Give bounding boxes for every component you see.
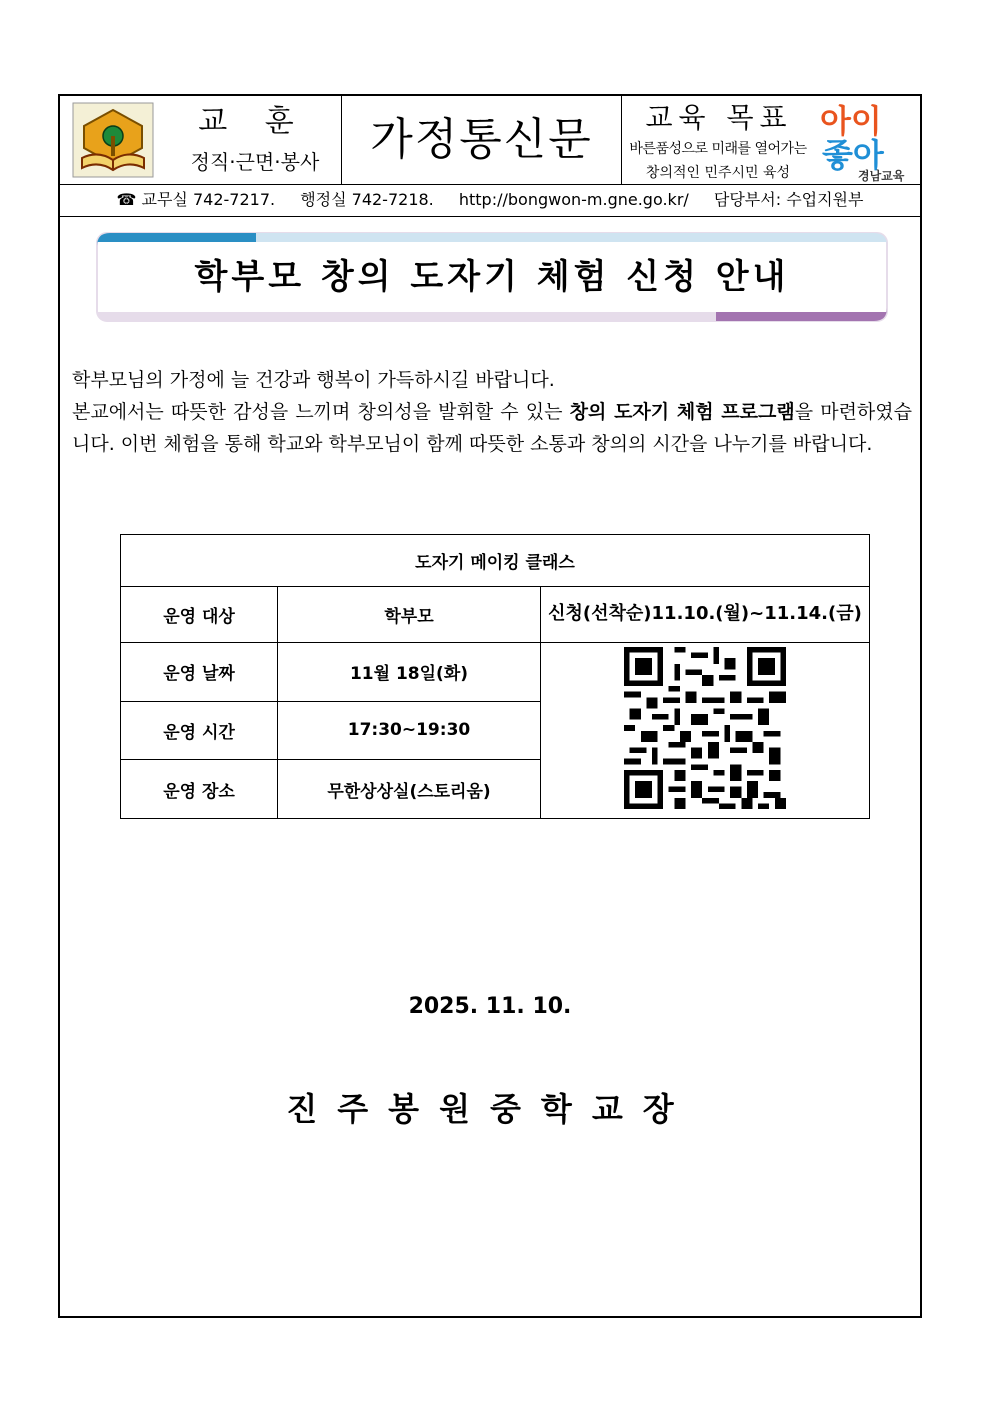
title-cell — [342, 96, 622, 184]
class-info-table — [120, 534, 870, 819]
intro-paragraph — [72, 396, 912, 460]
goal-line-2: 창의적인 민주시민 육성 — [645, 165, 791, 181]
motto-text: 정직·근면·봉사 — [190, 150, 320, 174]
motto-title: 교 훈 — [198, 104, 308, 139]
row-label: 운영 대상 — [121, 587, 278, 643]
goal-line-1: 바른품성으로 미래를 열어가는 — [629, 141, 807, 157]
apply-period: 신청(선착순)11.10.(월)~11.14.(금) — [541, 587, 870, 643]
goal-cell — [622, 96, 920, 184]
qr-code-cell[interactable] — [541, 643, 870, 819]
title-banner — [96, 232, 888, 322]
issue-date: 2025. 11. 10. — [408, 994, 572, 1019]
motto-cell — [60, 96, 342, 184]
brand-logo-icon — [816, 98, 916, 182]
row-label: 운영 시간 — [121, 701, 278, 760]
row-value: 17:30~19:30 — [278, 701, 541, 760]
brand-caption: 경남교육 — [858, 169, 905, 182]
school-url-link[interactable]: http://bongwon-m.gne.go.kr/ — [458, 190, 689, 209]
goal-title: 교육 목표 — [645, 101, 793, 134]
row-value: 학부모 — [278, 587, 541, 643]
brand-text-top: 아이 — [820, 102, 882, 140]
program-name: 창의 도자기 체험 프로그램 — [569, 401, 795, 423]
header — [60, 96, 920, 185]
banner-title: 학부모 창의 도자기 체험 신청 안내 — [194, 257, 790, 297]
row-value: 11월 18일(화) — [278, 643, 541, 702]
brand-text-bottom: 좋아 — [822, 136, 884, 174]
document-frame — [58, 94, 922, 1318]
principal-signature: 진주봉원중학교장 — [286, 1090, 694, 1128]
greeting-line: 학부모님의 가정에 늘 건강과 행복이 가득하시길 바랍니다. — [72, 369, 555, 391]
office-phone: ☎ 교무실 742-7217. — [116, 190, 276, 209]
intro-text-end: 을 마련하였습니다. 이번 체험을 통해 학교와 학부모님이 함께 따뜻한 소통과 창의의 시간을 나누기를 바랍니다. — [72, 401, 912, 455]
body-text — [72, 364, 912, 460]
row-label: 운영 장소 — [121, 760, 278, 819]
newsletter-title: 가정통신문 — [370, 114, 593, 165]
intro-text-start: 본교에서는 따뜻한 감성을 느끼며 창의성을 발휘할 수 있는 — [72, 401, 570, 423]
qr-code-icon[interactable] — [620, 647, 790, 809]
department: 담당부서: 수업지원부 — [713, 190, 864, 209]
table-heading: 도자기 메이킹 클래스 — [121, 535, 870, 587]
contact-bar — [60, 184, 920, 217]
row-label: 운영 날짜 — [121, 643, 278, 702]
admin-phone: 행정실 742-7218. — [300, 190, 434, 209]
row-value: 무한상상실(스토리움) — [278, 760, 541, 819]
school-emblem-icon — [72, 102, 154, 178]
